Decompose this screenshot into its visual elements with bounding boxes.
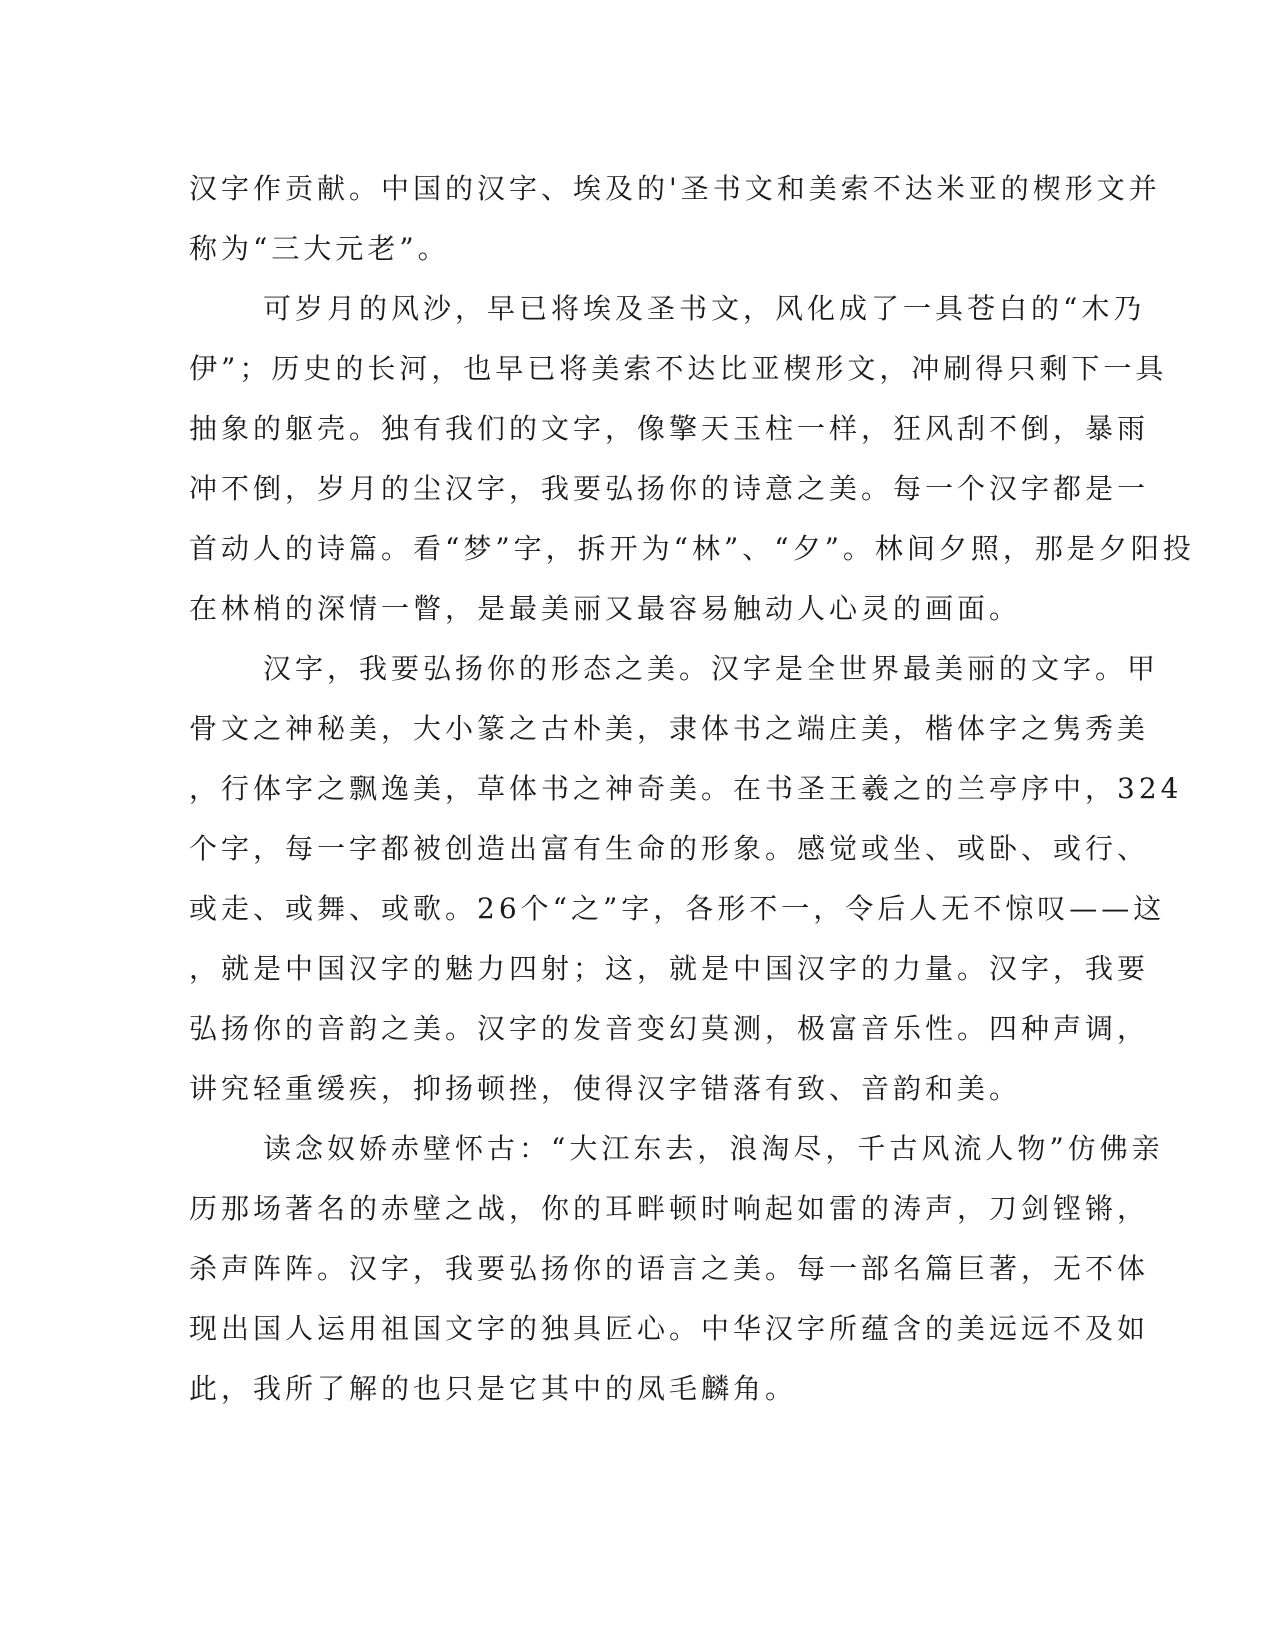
text-line: 弘扬你的音韵之美。汉字的发音变幻莫测，极富音乐性。四种声调， xyxy=(189,1012,1150,1045)
text-line: 称为“三大元老”。 xyxy=(189,232,450,265)
paragraph-start-line: 可岁月的风沙，早已将埃及圣书文，风化成了一具苍白的“木乃 xyxy=(263,292,1146,325)
text-line: 现出国人运用祖国文字的独具匠心。中华汉字所蕴含的美远远不及如 xyxy=(189,1312,1150,1345)
paragraph-start-line: 读念奴娇赤壁怀古：“大江东去，浪淘尽，千古风流人物”仿佛亲 xyxy=(263,1132,1164,1165)
text-line: 在林梢的深情一瞥，是最美丽又最容易触动人心灵的画面。 xyxy=(189,592,1022,625)
text-line: 此，我所了解的也只是它其中的凤毛麟角。 xyxy=(189,1372,798,1405)
text-line: 骨文之神秘美，大小篆之古朴美，隶体书之端庄美，楷体字之隽秀美 xyxy=(189,712,1150,745)
text-line: 杀声阵阵。汉字，我要弘扬你的语言之美。每一部名篇巨著，无不体 xyxy=(189,1252,1150,1285)
text-line: 或走、或舞、或歌。26个“之”字，各形不一，令后人无不惊叹——这 xyxy=(189,892,1166,925)
text-line: 历那场著名的赤壁之战，你的耳畔顿时响起如雷的涛声，刀剑铿锵， xyxy=(189,1192,1150,1225)
text-line: 抽象的躯壳。独有我们的文字，像擎天玉柱一样，狂风刮不倒，暴雨 xyxy=(189,412,1150,445)
text-line: 讲究轻重缓疾，抑扬顿挫，使得汉字错落有致、音韵和美。 xyxy=(189,1072,1022,1105)
text-line: 汉字作贡献。中国的汉字、埃及的'圣书文和美索不达米亚的楔形文并 xyxy=(189,172,1161,205)
document-body xyxy=(189,159,1195,1419)
text-line: 个字，每一字都被创造出富有生命的形象。感觉或坐、或卧、或行、 xyxy=(189,832,1150,865)
text-line: 伊”；历史的长河，也早已将美索不达比亚楔形文，冲刷得只剩下一具 xyxy=(189,352,1168,385)
paragraph-start-line: 汉字，我要弘扬你的形态之美。汉字是全世界最美丽的文字。甲 xyxy=(263,652,1160,685)
text-line: ，行体字之飘逸美，草体书之神奇美。在书圣王羲之的兰亭序中，324 xyxy=(189,772,1183,805)
text-line: 冲不倒，岁月的尘汉字，我要弘扬你的诗意之美。每一个汉字都是一 xyxy=(189,472,1150,505)
text-line: 首动人的诗篇。看“梦”字，拆开为“林”、“夕”。林间夕照，那是夕阳投 xyxy=(189,532,1195,565)
text-line: ，就是中国汉字的魅力四射；这，就是中国汉字的力量。汉字，我要 xyxy=(189,952,1150,985)
